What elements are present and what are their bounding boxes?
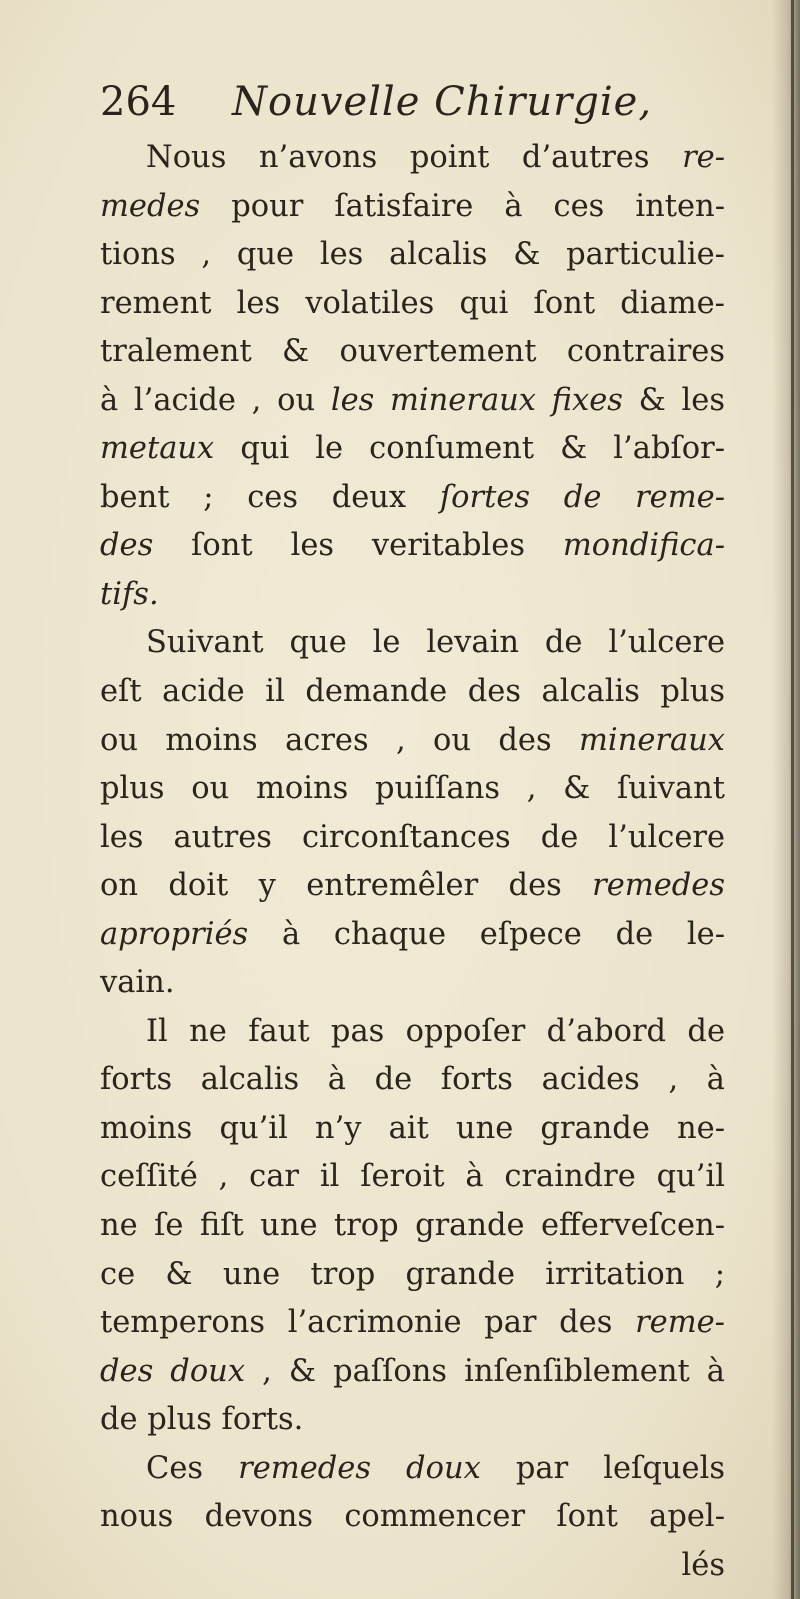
text-segment: Nous n’avons point d’autres [146,140,683,175]
text-line [100,377,725,426]
text-segment: bent ; ces deux [100,479,440,515]
text-segment: on doit y entremêler des [100,868,593,904]
italic-text: tifs. [100,576,159,612]
text-segment: ce & une trop grande irritation ; [100,1256,725,1292]
text-line [100,1251,725,1300]
text-segment: moins qu’il n’y ait une grande ne- [100,1110,725,1146]
text-segment: forts alcalis à de forts acides , à [100,1062,725,1098]
text-segment: les autres circonſtances de l’ulcere [100,819,725,855]
text-line [100,1348,725,1397]
text-line [100,1202,725,1251]
text-line [100,1105,725,1154]
italic-text: metaux [100,431,215,467]
text-line [100,911,725,960]
italic-text: mondifica- [562,528,725,564]
text-line [100,619,725,668]
text-line [100,1153,725,1202]
italic-text: des [100,528,154,564]
page-edge-shadow [772,0,800,1599]
text-segment: à chaque eſpece de le- [248,916,725,952]
italic-text: des doux [100,1353,246,1389]
text-line [100,522,725,571]
text-line [100,134,725,183]
text-segment: lés [681,1547,725,1583]
text-line [100,474,725,523]
text-segment: rement les volatiles qui ſont diame- [100,285,725,321]
text-segment: pour ſatisfaire à ces inten- [200,188,725,224]
italic-text: remedes doux [238,1450,481,1486]
text-segment: Ces [146,1450,239,1486]
text-line [100,280,725,329]
text-line [100,862,725,911]
text-segment: , & paſſons inſenſiblement à [245,1353,725,1389]
italic-text: ſortes de reme- [439,479,726,515]
text-segment: qui le conſument & l’abſor- [214,431,725,467]
text-segment: ne ſe fiſt une trop grande efferveſcen- [100,1208,725,1244]
italic-text: reme- [635,1305,725,1341]
text-line [100,1445,725,1494]
italic-text: remedes [592,868,725,904]
text-segment: Il ne faut pas oppoſer d’abord de [146,1013,725,1049]
text-segment: de plus forts. [100,1402,304,1438]
page-edge-line [791,0,794,1599]
text-segment: Suivant que le levain de l’ulcere [146,625,725,661]
text-segment: par leſquels [480,1450,725,1486]
text-line [100,1542,725,1591]
text-segment: & les [622,382,725,418]
italic-text: medes [100,188,201,224]
body-text [100,134,725,1590]
text-segment: ceſſité , car il ſeroit à craindre qu’il [100,1159,725,1195]
text-segment: ou moins acres , ou des [100,722,580,758]
text-line [100,571,725,620]
running-header [100,70,760,134]
text-segment: à l’acide , ou [100,382,331,418]
text-line [100,1056,725,1105]
text-segment: tions , que les alcalis & particulie- [100,237,725,273]
text-line [100,765,725,814]
text-line [100,1396,725,1445]
text-line [100,183,725,232]
text-line [100,1493,725,1542]
text-line [100,668,725,717]
text-line [100,717,725,766]
text-segment: temperons l’acrimonie par des [100,1305,636,1341]
text-line [100,1299,725,1348]
text-line [100,959,725,1008]
running-title: Nouvelle Chirurgie, [232,79,653,125]
text-segment: vain. [100,965,175,1001]
text-line [100,425,725,474]
text-line [100,328,725,377]
text-segment: eſt acide il demande des alcalis plus [100,674,725,710]
text-segment: plus ou moins puiſſans , & ſuivant [100,771,725,807]
italic-text: apropriés [100,916,249,952]
italic-text: mineraux [579,722,725,758]
italic-text: re- [682,140,725,175]
text-line [100,814,725,863]
text-line [100,231,725,280]
text-segment: nous devons commencer ſont apel- [100,1499,725,1535]
text-segment: tralement & ouvertement contraires [100,334,725,370]
italic-text: les mineraux fixes [330,382,623,418]
text-segment: ſont les veritables [153,528,563,564]
text-line [100,1008,725,1057]
page-number: 264 [100,79,177,125]
